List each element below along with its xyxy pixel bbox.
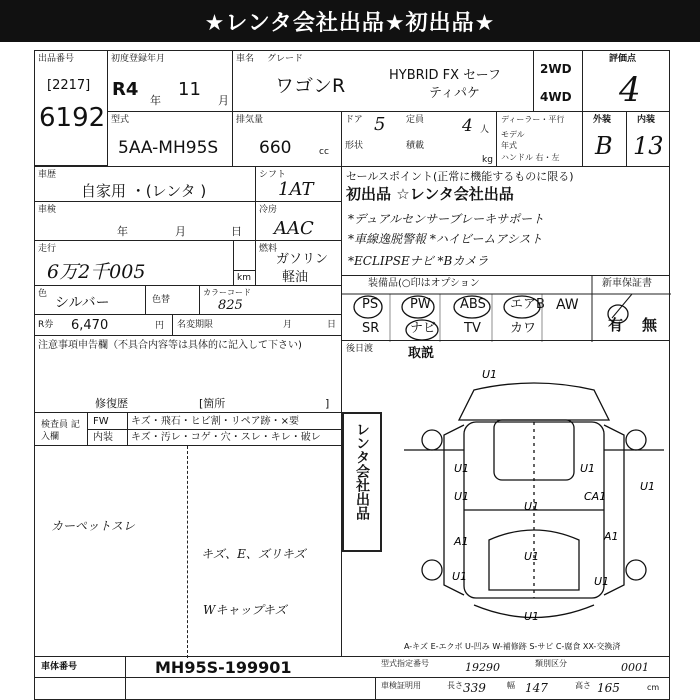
- warranty-has: 有: [608, 316, 624, 334]
- fuel-diesel: 軽油: [282, 270, 309, 285]
- displacement-label: 排気量: [236, 115, 264, 125]
- exterior-grade: B: [595, 132, 613, 160]
- mileage-unit-box: [233, 270, 256, 286]
- lot-code: [2217]: [47, 78, 91, 93]
- name-label: 車名: [236, 54, 255, 64]
- score-value: 4: [619, 70, 641, 110]
- recycle-value: 6,470: [71, 318, 109, 333]
- length-label: 長さ: [447, 681, 463, 690]
- equipment-marks: [342, 276, 671, 342]
- roof-outline: [459, 383, 609, 420]
- color-box: [34, 285, 146, 315]
- vehicle-name-box: [232, 50, 534, 112]
- equip-sr: SR: [362, 321, 380, 336]
- score-box: [582, 50, 670, 112]
- grade-line1: HYBRID FX セーフ: [389, 68, 501, 83]
- car-damage-diagram: [404, 368, 664, 630]
- mileage-unit: km: [237, 273, 251, 283]
- mileage-box: [34, 240, 234, 286]
- mileage-label: 走行: [38, 244, 57, 254]
- capacity-unit: 人: [480, 125, 490, 135]
- interior-label: 内装: [637, 115, 656, 125]
- sales-points-line1: 初出品 ☆レンタ会社出品: [346, 185, 514, 203]
- auction-sheet: [34, 50, 670, 700]
- mileage-value: 6万2千005: [47, 261, 146, 283]
- damage-mark-tailgate: U1: [524, 550, 540, 563]
- comment-2: キズ、E、ズリキズ: [201, 547, 306, 561]
- equip-abs: ABS: [460, 297, 486, 312]
- cert-label: 車検証明用: [381, 681, 421, 690]
- rental-vertical-text: レンタ会社出品: [354, 422, 370, 520]
- displacement-box: [232, 111, 342, 167]
- inspector-interior: 内装: [93, 432, 113, 443]
- lot-number-box: [34, 50, 108, 166]
- dealer-box: [496, 111, 583, 167]
- damage-mark-rear-bumper: U1: [524, 610, 540, 623]
- type-value: 19290: [465, 661, 500, 674]
- auction-banner: [0, 0, 700, 42]
- inspection-month: 月: [175, 225, 186, 238]
- damage-mark-right-quarter: U1: [594, 575, 610, 588]
- equipment-label: 装備品(○印はオプション: [368, 278, 480, 289]
- cooling-box: [255, 201, 342, 241]
- repair-label: 修復歴: [95, 397, 128, 410]
- frame-value: MH95S-199901: [155, 658, 292, 677]
- height-unit: cm: [647, 683, 660, 692]
- damage-mark-left-quarter: U1: [452, 570, 468, 583]
- shift-box: [255, 166, 342, 202]
- damage-mark-left-fender: U1: [454, 462, 470, 475]
- history-label: 車歴: [38, 170, 57, 180]
- shape-label: 形状: [345, 141, 364, 151]
- damage-mark-left-rear-door: A1: [454, 535, 469, 548]
- width-label: 幅: [507, 681, 515, 690]
- equipment-box: [341, 275, 670, 341]
- fuel-gas: ガソリン: [276, 252, 329, 267]
- inspection-day: 日: [231, 225, 242, 238]
- recycle-unit: 円: [155, 321, 165, 331]
- name-change-day: 日: [327, 320, 337, 330]
- doors-box: [341, 111, 497, 167]
- sales-note-2: *車線逸脱警報 *ハイビームアシスト: [348, 232, 543, 246]
- shift-value: 1AT: [278, 179, 314, 200]
- cooling-value: AAC: [274, 218, 314, 239]
- frame-label: 車体番号: [41, 662, 78, 672]
- color-value: シルバー: [55, 295, 110, 311]
- damage-mark-right-rear: A1: [604, 530, 619, 543]
- wheel-front-left: [422, 430, 442, 450]
- equip-airbag: エアB: [510, 297, 545, 312]
- comment-3: Wキャップキズ: [203, 603, 287, 617]
- width-value: 147: [525, 681, 548, 695]
- color-code-label: カラーコード: [203, 288, 251, 297]
- equip-ps: PS: [362, 297, 379, 312]
- equip-aw: AW: [556, 297, 579, 313]
- grade-line2: ティパケ: [429, 86, 480, 101]
- color-label: 色: [38, 289, 48, 299]
- notice-label: 注意事項申告欄（不具合内容等は具体的に記入して下さい): [38, 340, 302, 351]
- class-value: 0001: [621, 661, 649, 674]
- history-box: [34, 166, 256, 202]
- equip-tv: TV: [464, 321, 481, 336]
- repair-location: [箇所: [199, 397, 226, 410]
- load-unit: kg: [482, 155, 493, 165]
- frame-number-box: [34, 656, 670, 678]
- damage-mark-left-front-door: U1: [454, 490, 470, 503]
- year-label: 年式: [501, 141, 517, 150]
- doors-label: ドア: [345, 115, 363, 125]
- length-value: 339: [463, 681, 486, 695]
- score-label: 評価点: [609, 54, 637, 64]
- grade-label: グレード: [267, 54, 304, 64]
- model-label: 型式: [111, 115, 130, 125]
- interior-grade: 13: [633, 132, 664, 160]
- sales-note-1: *デュアルセンサーブレーキサポート: [348, 212, 545, 226]
- damage-mark-right-side: U1: [640, 480, 656, 493]
- cooling-label: 冷房: [259, 205, 278, 215]
- color-change-box: [145, 285, 200, 315]
- banner-text: ★レンタ会社出品★初出品★: [204, 10, 496, 36]
- damage-mark-right-fender: U1: [580, 462, 596, 475]
- equip-leather: カワ: [510, 321, 537, 336]
- model-value: 5AA-MH95S: [118, 138, 219, 158]
- history-value: 自家用 ・(レンタ ): [81, 182, 207, 200]
- warranty-none: 無: [642, 316, 658, 334]
- height-label: 高さ: [575, 681, 591, 690]
- model-year-label: モデル: [501, 130, 525, 139]
- fuel-label: 燃料: [259, 244, 278, 254]
- recycle-label: R券: [38, 320, 54, 330]
- capacity-label: 定員: [406, 115, 425, 125]
- inspection-year: 年: [117, 225, 128, 238]
- recycle-box: [34, 314, 173, 336]
- model-box: [107, 111, 233, 167]
- lot-label: 出品番号: [38, 54, 75, 64]
- dealer-label: ディーラー・平行: [501, 115, 565, 124]
- load-label: 積載: [406, 141, 425, 151]
- inspection-label: 車検: [38, 205, 57, 215]
- wheel-rear-left: [422, 560, 442, 580]
- sales-points-box: [341, 166, 670, 276]
- color-change-label: 色替: [152, 295, 171, 305]
- equip-pw: PW: [410, 297, 431, 312]
- drive-2wd: 2WD: [540, 62, 572, 76]
- drive-4wd: 4WD: [540, 90, 572, 104]
- type-label: 型式指定番号: [381, 659, 429, 668]
- reg-month: 11: [178, 79, 201, 100]
- exterior-label: 外装: [593, 115, 612, 125]
- equip-navi: ナビ: [410, 321, 437, 336]
- drive-box: [533, 50, 583, 112]
- damage-legend: A-キズ E-エクボ U-凹み W-補修跡 S-サビ C-腐食 XX-交換済: [404, 642, 621, 651]
- class-label: 類別区分: [535, 659, 567, 668]
- sales-points-label: セールスポイント(正常に機能するものに限る): [346, 170, 574, 183]
- inspection-box: [34, 201, 256, 241]
- reg-year-unit: 年: [150, 94, 161, 107]
- damage-mark-center: U1: [524, 500, 540, 513]
- vehicle-name: ワゴンR: [275, 75, 346, 97]
- inspector-interior-text: キズ・汚レ・コゲ・穴・スレ・キレ・破レ: [131, 432, 321, 443]
- handle-label: ハンドル 右・左: [501, 153, 560, 162]
- name-change-label: 名変期限: [177, 320, 214, 330]
- exterior-grade-box: [582, 111, 627, 167]
- capacity-value: 4: [462, 116, 473, 136]
- doors-value: 5: [374, 114, 386, 135]
- fuel-box: [255, 240, 342, 286]
- repair-location-end: ]: [325, 397, 330, 410]
- warranty-label: 新車保証書: [602, 278, 652, 289]
- interior-grade-box: [626, 111, 670, 167]
- name-change-month: 月: [283, 320, 293, 330]
- displacement-value: 660: [259, 138, 292, 158]
- sales-note-3: *ECLIPSEナビ *Bカメラ: [348, 254, 489, 268]
- lot-number: 6192: [39, 103, 106, 133]
- inspector-box: [34, 412, 342, 446]
- damage-mark-roof: U1: [482, 368, 498, 381]
- reg-label: 初度登録年月: [111, 54, 166, 64]
- reg-era: R4: [112, 79, 139, 100]
- color-code: 825: [218, 298, 243, 313]
- displacement-unit: cc: [319, 147, 329, 157]
- wheel-rear-right: [626, 560, 646, 580]
- rear-label: 後日渡: [346, 344, 374, 354]
- inspector-fw: FW: [93, 416, 109, 427]
- inspector-label: 検査員 記入欄: [41, 420, 80, 442]
- height-value: 165: [597, 681, 620, 695]
- inspector-fw-text: キズ・飛石・ヒビ割・リペア跡・×要: [131, 416, 299, 427]
- shift-label: シフト: [259, 170, 287, 180]
- wheel-front-right: [626, 430, 646, 450]
- damage-mark-right-front-door: CA1: [584, 490, 607, 503]
- reg-month-unit: 月: [218, 94, 229, 107]
- color-code-box: [199, 285, 342, 315]
- registration-box: [107, 50, 233, 112]
- notice-box: [34, 335, 342, 413]
- comment-area: [34, 445, 342, 657]
- rear-value: 取説: [408, 346, 435, 361]
- name-change-box: [172, 314, 342, 336]
- comment-1: カーペットスレ: [51, 519, 135, 533]
